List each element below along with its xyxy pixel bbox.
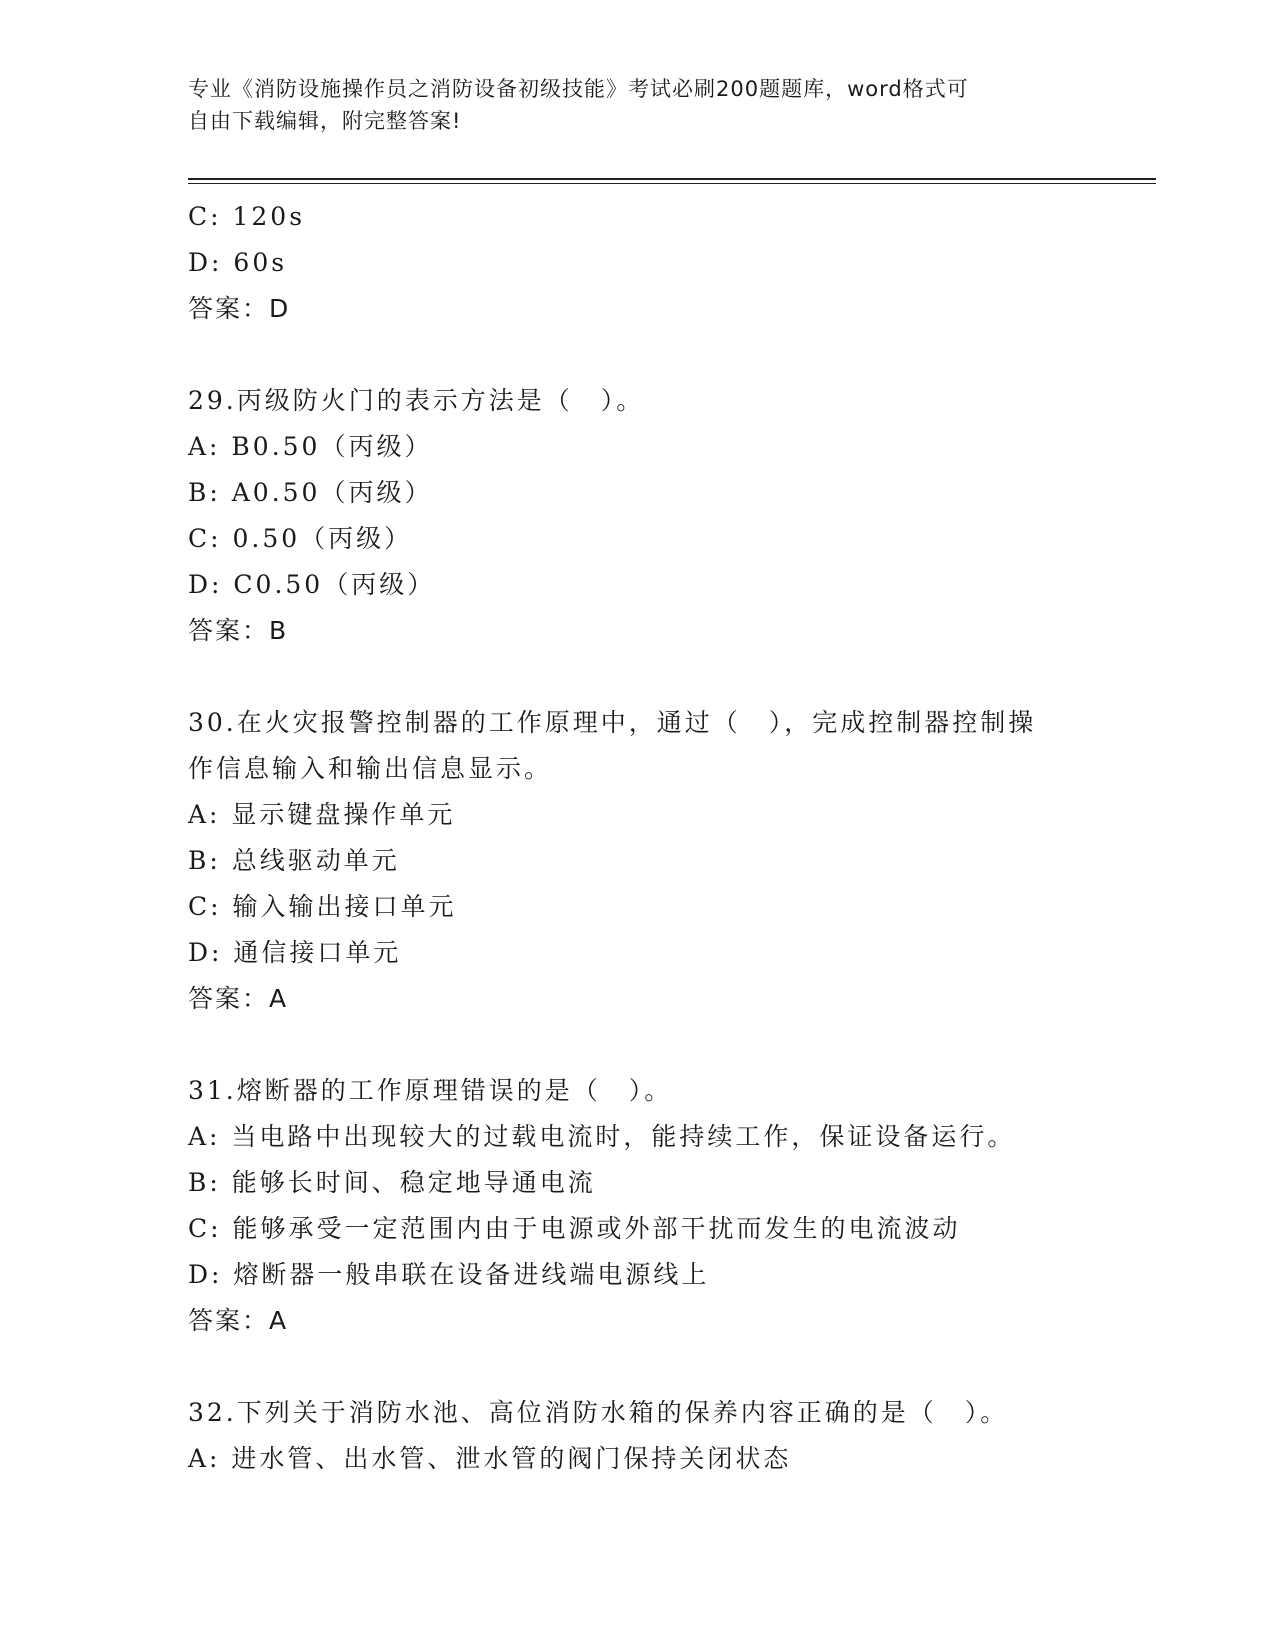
option-b: B: 能够长时间、稳定地导通电流	[188, 1168, 596, 1197]
answer-line: 答案：A	[188, 1306, 289, 1335]
header-line-2: 自由下载编辑，附完整答案!	[188, 109, 462, 133]
header-line-1: 专业《消防设施操作员之消防设备初级技能》考试必刷200题题库，word格式可	[188, 77, 969, 101]
answer-line: 答案：D	[188, 294, 291, 323]
option-c: C: 输入输出接口单元	[188, 892, 457, 921]
header-divider-thin	[188, 183, 1156, 184]
option-c: C: 0.50（丙级）	[188, 524, 413, 553]
option-b: B: 总线驱动单元	[188, 846, 400, 875]
header-divider-thick	[188, 178, 1156, 180]
option-d: D: 熔断器一般串联在设备进线端电源线上	[188, 1260, 710, 1289]
question-stem-continued: 作信息输入和输出信息显示。	[188, 754, 553, 783]
question-stem: 30.在火灾报警控制器的工作原理中，通过（ ），完成控制器控制操	[188, 708, 1037, 737]
option-c: C: 120s	[188, 202, 306, 231]
question-stem: 32.下列关于消防水池、高位消防水箱的保养内容正确的是（ ）。	[188, 1398, 1009, 1427]
question-stem: 31.熔断器的工作原理错误的是（ ）。	[188, 1076, 673, 1105]
option-c: C: 能够承受一定范围内由于电源或外部干扰而发生的电流波动	[188, 1214, 961, 1243]
answer-line: 答案：B	[188, 616, 289, 645]
option-d: D: 60s	[188, 248, 288, 277]
option-a: A: 进水管、出水管、泄水管的阀门保持关闭状态	[188, 1444, 792, 1473]
option-a: A: 当电路中出现较大的过载电流时，能持续工作，保证设备运行。	[188, 1122, 1016, 1151]
question-list	[188, 194, 1088, 1482]
option-a: A: B0.50（丙级）	[188, 432, 433, 461]
option-d: D: C0.50（丙级）	[188, 570, 436, 599]
question-stem: 29.丙级防火门的表示方法是（ ）。	[188, 386, 645, 415]
option-d: D: 通信接口单元	[188, 938, 402, 967]
answer-line: 答案：A	[188, 984, 289, 1013]
option-a: A: 显示键盘操作单元	[188, 800, 456, 829]
document-header	[188, 73, 1088, 137]
option-b: B: A0.50（丙级）	[188, 478, 433, 507]
